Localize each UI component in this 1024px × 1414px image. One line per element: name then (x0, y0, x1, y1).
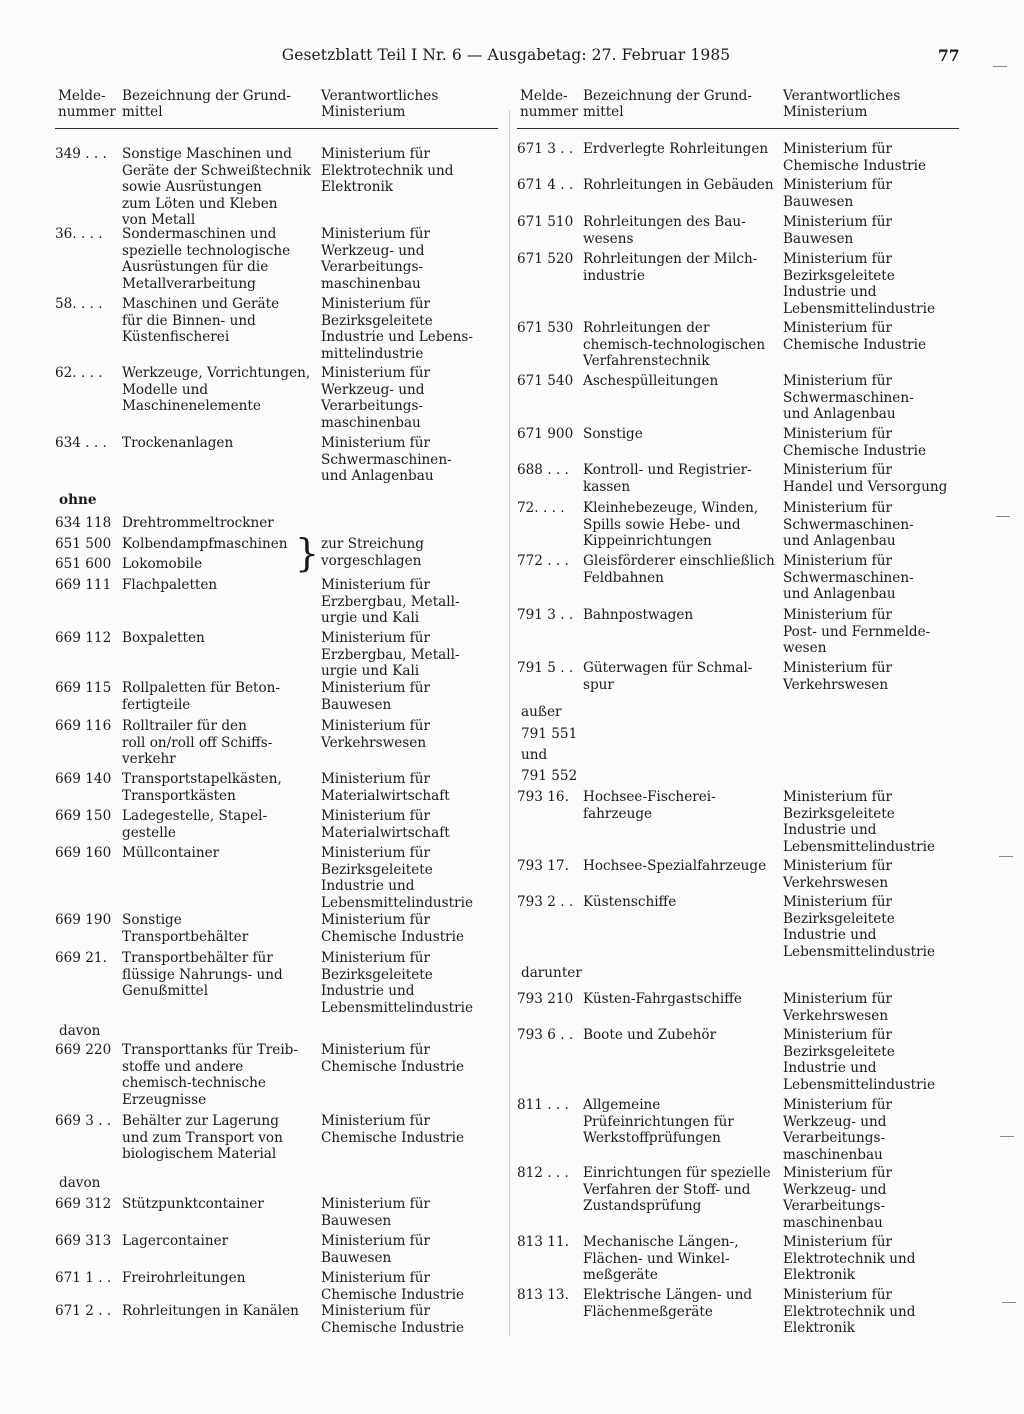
entry-number: 793 6 . . (517, 1027, 574, 1043)
right-column (517, 88, 959, 1337)
entry-ministry: Ministerium für Werkzeug- und Verarbeitungs- maschinenbau (783, 1165, 892, 1231)
entry-ministry: Ministerium für Bezirksgeleitete Industrie und Lebensmittelindustrie (321, 845, 473, 911)
entry-ministry: Ministerium für Bauwesen (321, 1196, 430, 1229)
entry-description: Flachpaletten (122, 577, 218, 593)
entry-description: Erdverlegte Rohrleitungen (583, 141, 769, 157)
entry-description: Werkzeuge, Vorrichtungen, Modelle und Maschinenelemente (122, 365, 311, 415)
entry-ministry: Ministerium für Bezirksgeleitete Industrie und Lebensmittelindustrie (783, 1027, 935, 1093)
entry-number: 671 1 . . (55, 1270, 112, 1286)
scan-speck (1002, 1302, 1016, 1303)
entry-ministry: Ministerium für Chemische Industrie (783, 141, 927, 174)
header-ministry: Verantwortliches Ministerium (783, 88, 901, 120)
page-number: 77 (938, 46, 960, 65)
entry-number: 58. . . . (55, 296, 103, 312)
entry-number: 671 2 . . (55, 1303, 112, 1319)
scan-speck (993, 66, 1007, 67)
entry-ministry: Ministerium für Verkehrswesen (321, 718, 430, 751)
entry-ministry: Ministerium für Erzbergbau, Metall- urgie und Kali (321, 577, 460, 627)
entry-description: Lokomobile (122, 556, 203, 572)
entry-number: 36. . . . (55, 226, 103, 242)
label-number: 791 551 (521, 726, 578, 742)
entry-number: 813 13. (517, 1287, 569, 1303)
entry-ministry: zur Streichung vorgeschlagen (321, 536, 424, 569)
entry-ministry: Ministerium für Werkzeug- und Verarbeitungs- maschinenbau (783, 1097, 892, 1163)
label-davon: davon (59, 1023, 101, 1039)
scan-speck (996, 516, 1010, 517)
entry-description: Aschespülleitungen (583, 373, 719, 389)
entry-description: Kleinhebezeuge, Winden, Spills sowie Hebe- und Kippeinrichtungen (583, 500, 759, 550)
entry-description: Boxpaletten (122, 630, 205, 646)
entry-number: 671 900 (517, 426, 574, 442)
entry-number: 671 3 . . (517, 141, 574, 157)
entry-description: Kontroll- und Registrier- kassen (583, 462, 752, 495)
entry-number: 812 . . . (517, 1165, 569, 1181)
entry-ministry: Ministerium für Bauwesen (321, 680, 430, 713)
entry-ministry: Ministerium für Elektrotechnik und Elektronik (783, 1234, 916, 1284)
entry-description: Drehtrommeltrockner (122, 515, 274, 531)
entry-number: 72. . . . (517, 500, 565, 516)
label-ohne: ohne (59, 492, 97, 508)
entry-description: Rollpaletten für Beton- fertigteile (122, 680, 280, 713)
entry-number: 669 21. (55, 950, 107, 966)
entry-description: Küsten-Fahrgastschiffe (583, 991, 742, 1007)
page-header (0, 46, 1024, 70)
entry-ministry: Ministerium für Verkehrswesen (783, 991, 892, 1024)
header-name: Bezeichnung der Grund- mittel (583, 88, 752, 120)
entry-ministry: Ministerium für Erzbergbau, Metall- urgie und Kali (321, 630, 460, 680)
entry-number: 811 . . . (517, 1097, 569, 1113)
label-davon: davon (59, 1175, 101, 1191)
entry-description: Rohrleitungen der Milch- industrie (583, 251, 758, 284)
entry-ministry: Ministerium für Bezirksgeleitete Industrie und Lebensmittelindustrie (321, 950, 473, 1016)
entry-number: 669 150 (55, 808, 112, 824)
entry-description: Rohrleitungen des Bau- wesens (583, 214, 746, 247)
entry-description: Sonstige (583, 426, 643, 442)
entry-number: 669 313 (55, 1233, 112, 1249)
entry-number: 669 116 (55, 718, 112, 734)
entry-ministry: Ministerium für Bezirksgeleitete Industrie und Lebensmittelindustrie (783, 894, 935, 960)
entry-description: Rohrleitungen in Gebäuden (583, 177, 774, 193)
entry-number: 651 600 (55, 556, 112, 572)
header-number: Melde- nummer (520, 88, 578, 120)
entry-ministry: Ministerium für Post- und Fernmelde- wesen (783, 607, 931, 657)
entry-number: 793 16. (517, 789, 569, 805)
entry-description: Behälter zur Lagerung und zum Transport von biologischem Material (122, 1113, 283, 1163)
entry-ministry: Ministerium für Verkehrswesen (783, 660, 892, 693)
entry-description: Stützpunktcontainer (122, 1196, 264, 1212)
entry-ministry: Ministerium für Werkzeug- und Verarbeitungs- maschinenbau (321, 365, 430, 431)
entry-description: Ladegestelle, Stapel- gestelle (122, 808, 268, 841)
entry-number: 793 2 . . (517, 894, 574, 910)
brace-symbol: } (295, 531, 320, 575)
entry-description: Rolltrailer für den roll on/roll off Schiffs- verkehr (122, 718, 273, 768)
label-ausser: außer (521, 704, 562, 720)
entry-ministry: Ministerium für Bauwesen (321, 1233, 430, 1266)
entry-ministry: Ministerium für Bauwesen (783, 214, 892, 247)
entry-description: Transporttanks für Treib- stoffe und andere chemisch-technische Erzeugnisse (122, 1042, 298, 1108)
entry-description: Sonstige Transportbehälter (122, 912, 249, 945)
entry-number: 671 4 . . (517, 177, 574, 193)
entry-ministry: Ministerium für Schwermaschinen- und Anlagenbau (783, 500, 914, 550)
entry-description: Müllcontainer (122, 845, 220, 861)
entry-description: Elektrische Längen- und Flächenmeßgeräte (583, 1287, 753, 1320)
entry-ministry: Ministerium für Werkzeug- und Verarbeitungs- maschinenbau (321, 226, 430, 292)
entry-ministry: Ministerium für Schwermaschinen- und Anlagenbau (783, 373, 914, 423)
entry-number: 669 190 (55, 912, 112, 928)
entry-ministry: Ministerium für Schwermaschinen- und Anlagenbau (783, 553, 914, 603)
entry-number: 669 220 (55, 1042, 112, 1058)
entry-ministry: Ministerium für Bauwesen (783, 177, 892, 210)
entry-description: Freirohrleitungen (122, 1270, 246, 1286)
entry-number: 791 3 . . (517, 607, 574, 623)
entry-description: Transportstapelkästen, Transportkästen (122, 771, 282, 804)
entry-description: Transportbehälter für flüssige Nahrungs- und Genußmittel (122, 950, 283, 1000)
entry-number: 669 115 (55, 680, 112, 696)
entry-number: 669 3 . . (55, 1113, 112, 1129)
entry-number: 349 . . . (55, 146, 107, 162)
entry-number: 669 112 (55, 630, 112, 646)
entry-number: 671 520 (517, 251, 574, 267)
header-name: Bezeichnung der Grund- mittel (122, 88, 291, 120)
entry-description: Hochsee-Fischerei- fahrzeuge (583, 789, 716, 822)
entry-ministry: Ministerium für Handel und Versorgung (783, 462, 948, 495)
label-darunter: darunter (521, 965, 582, 981)
entry-description: Sonstige Maschinen und Geräte der Schweißtechnik sowie Ausrüstungen zum Löten und Kleben von Metall (122, 146, 311, 229)
entry-ministry: Ministerium für Bezirksgeleitete Industrie und Lebensmittelindustrie (783, 789, 935, 855)
entry-ministry: Ministerium für Bezirksgeleitete Industrie und Lebensmittelindustrie (783, 251, 935, 317)
header-ministry: Verantwortliches Ministerium (321, 88, 439, 120)
entry-description: Güterwagen für Schmal- spur (583, 660, 753, 693)
gazette-title: Gesetzblatt Teil I Nr. 6 — Ausgabetag: 27. Februar 1985 (281, 46, 731, 64)
entry-ministry: Ministerium für Elektrotechnik und Elektronik (783, 1287, 916, 1337)
header-number: Melde- nummer (58, 88, 116, 120)
entry-ministry: Ministerium für Bezirksgeleitete Industrie und Lebens- mittelindustrie (321, 296, 473, 362)
entry-description: Gleisförderer einschließlich Feldbahnen (583, 553, 775, 586)
entry-number: 669 160 (55, 845, 112, 861)
entry-description: Kolbendampfmaschinen (122, 536, 288, 552)
entry-description: Rohrleitungen in Kanälen (122, 1303, 299, 1319)
entry-description: Hochsee-Spezialfahrzeuge (583, 858, 767, 874)
scan-speck (999, 856, 1013, 857)
entry-description: Einrichtungen für spezielle Verfahren der Stoff- und Zustandsprüfung (583, 1165, 771, 1215)
entry-number: 669 140 (55, 771, 112, 787)
label-number: 791 552 (521, 768, 578, 784)
label-und: und (521, 747, 548, 763)
entry-number: 688 . . . (517, 462, 569, 478)
entry-number: 669 312 (55, 1196, 112, 1212)
entry-number: 793 210 (517, 991, 574, 1007)
entry-description: Allgemeine Prüfeinrichtungen für Werkstoffprüfungen (583, 1097, 734, 1147)
entry-number: 813 11. (517, 1234, 569, 1250)
entry-description: Maschinen und Geräte für die Binnen- und Küstenfischerei (122, 296, 280, 346)
entry-number: 634 118 (55, 515, 112, 531)
entry-number: 669 111 (55, 577, 112, 593)
entry-ministry: Ministerium für Chemische Industrie (321, 1042, 465, 1075)
entry-description: Rohrleitungen der chemisch-technologischen Verfahrenstechnik (583, 320, 766, 370)
entry-ministry: Ministerium für Chemische Industrie (321, 1270, 465, 1303)
entry-ministry: Ministerium für Materialwirtschaft (321, 771, 450, 804)
entry-description: Bahnpostwagen (583, 607, 694, 623)
entry-description: Küstenschiffe (583, 894, 677, 910)
entry-number: 62. . . . (55, 365, 103, 381)
entry-number: 671 510 (517, 214, 574, 230)
entry-ministry: Ministerium für Schwermaschinen- und Anlagenbau (321, 435, 452, 485)
entry-number: 671 540 (517, 373, 574, 389)
left-column-header (55, 88, 498, 129)
entry-number: 634 . . . (55, 435, 107, 451)
entry-ministry: Ministerium für Chemische Industrie (783, 426, 927, 459)
entry-description: Mechanische Längen-, Flächen- und Winkel- meßgeräte (583, 1234, 739, 1284)
entry-ministry: Ministerium für Verkehrswesen (783, 858, 892, 891)
column-divider (509, 110, 510, 1336)
left-column (55, 88, 498, 1336)
entry-description: Boote und Zubehör (583, 1027, 717, 1043)
entry-description: Sondermaschinen und spezielle technologische Ausrüstungen für die Metallverarbeitung (122, 226, 291, 292)
scan-speck (1000, 1136, 1014, 1137)
entry-description: Trockenanlagen (122, 435, 234, 451)
entry-ministry: Ministerium für Materialwirtschaft (321, 808, 450, 841)
entry-number: 671 530 (517, 320, 574, 336)
entry-ministry: Ministerium für Chemische Industrie (321, 1113, 465, 1146)
entry-number: 651 500 (55, 536, 112, 552)
entry-number: 791 5 . . (517, 660, 574, 676)
entry-ministry: Ministerium für Chemische Industrie (783, 320, 927, 353)
entry-ministry: Ministerium für Elektrotechnik und Elektronik (321, 146, 454, 196)
entry-description: Lagercontainer (122, 1233, 229, 1249)
entry-ministry: Ministerium für Chemische Industrie (321, 912, 465, 945)
entry-ministry: Ministerium für Chemische Industrie (321, 1303, 465, 1336)
entry-number: 793 17. (517, 858, 569, 874)
right-column-header (517, 88, 959, 129)
entry-number: 772 . . . (517, 553, 569, 569)
